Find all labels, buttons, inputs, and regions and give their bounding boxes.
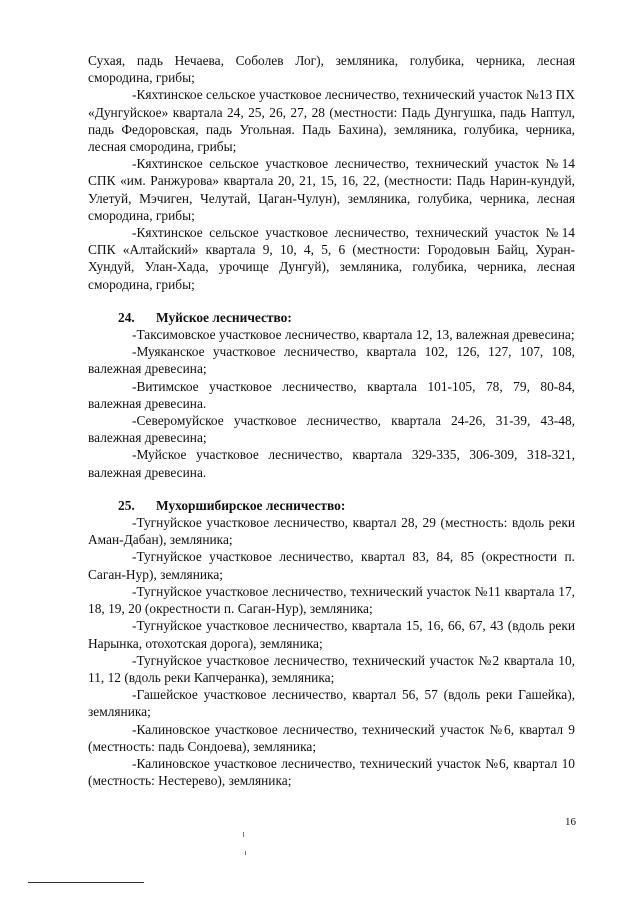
section-item: -Муйское участковое лесничество, квартала 329-335, 306-309, 318-321, валежная древесина. — [88, 447, 575, 480]
scan-artifact-mark — [245, 851, 246, 855]
section-number: 24. — [118, 309, 135, 325]
section-item: -Тугнуйское участковое лесничество, квартал 28, 29 (местность: вдоль реки Аман-Дабан), земляника; — [88, 515, 575, 548]
section-heading — [88, 497, 575, 514]
section-spacer — [88, 293, 575, 309]
section-title: Муйское лесничество: — [156, 309, 292, 325]
section-item: -Тугнуйское участковое лесничество, квартала 15, 16, 66, 67, 43 (вдоль реки Нарынка, отохотская дорога), земляника; — [88, 618, 575, 651]
section-title: Мухоршибирское лесничество: — [156, 497, 346, 513]
section-number: 25. — [118, 497, 135, 513]
section-item: -Тугнуйское участковое лесничество, технический участок №2 квартала 10, 11, 12 (вдоль реки Капчеранка), земляника; — [88, 652, 575, 685]
section-item: -Тугнуйское участковое лесничество, квартал 83, 84, 85 (окрестности п. Саган-Нур), земляника; — [88, 549, 575, 582]
section-item: -Северомуйское участковое лесничество, квартала 24-26, 31-39, 43-48, валежная древесина; — [88, 413, 575, 446]
document-body — [88, 52, 575, 789]
section-item: -Калиновское участковое лесничество, технический участок №6, квартал 9 (местность: падь Сондоева), земляника; — [88, 721, 575, 754]
section-item: -Муяканское участковое лесничество, квартала 102, 126, 127, 107, 108, валежная древесина; — [88, 344, 575, 377]
continuation-paragraph-2: -Кяхтинское сельское участковое лесничество, технический участок №14 СПК «им. Ранжурова» квартала 20, 21, 15, 16, 22, (местности: Падь Нарин-кундуй, Улетуй, Мэчиген, Челутай, Цаган-Чулун), земляника, голубика, черника, лесная смородина, грибы; — [88, 156, 575, 223]
section-item: -Тугнуйское участковое лесничество, технический участок №11 квартала 17, 18, 19, 20 (окрестности п. Саган-Нур), земляника; — [88, 583, 575, 617]
section-item: -Витимское участковое лесничество, квартала 101-105, 78, 79, 80-84, валежная древесина. — [88, 378, 575, 411]
page-number: 16 — [565, 816, 576, 828]
section-heading — [88, 309, 575, 326]
footnote-rule — [28, 882, 144, 883]
scan-artifact-mark — [243, 832, 244, 837]
section-item: -Калиновское участковое лесничество, технический участок №6, квартал 10 (местность: Нестерево), земляника; — [88, 755, 575, 789]
continuation-paragraph-3: -Кяхтинское сельское участковое лесничество, технический участок №14 СПК «Алтайский» квартала 9, 10, 4, 5, 6 (местности: Городовын Байц, Хуран-Хундуй, Улан-Хада, урочище Дунгуй), земляника, голубика, черника, лесная смородина, грибы; — [88, 225, 575, 292]
continuation-paragraph-0: Сухая, падь Нечаева, Соболев Лог), земляника, голубика, черника, лесная смородина, грибы; — [88, 53, 575, 86]
section-24 — [88, 309, 575, 481]
section-item: -Гашейское участковое лесничество, квартал 56, 57 (вдоль реки Гашейка), земляника; — [88, 687, 575, 720]
section-25 — [88, 497, 575, 789]
continuation-paragraph-1: -Кяхтинское сельское участковое лесничество, технический участок №13 ПХ «Дунгуйское» квартала 24, 25, 26, 27, 28 (местности: Падь Дунгушка, падь Наптул, падь Федоровская, падь Угольная. Падь Бахина), земляника, голубика, черника, лесная смородина, грибы; — [88, 87, 575, 155]
section-spacer — [88, 481, 575, 497]
section-item: -Таксимовское участковое лесничество, квартала 12, 13, валежная древесина; — [132, 327, 575, 343]
